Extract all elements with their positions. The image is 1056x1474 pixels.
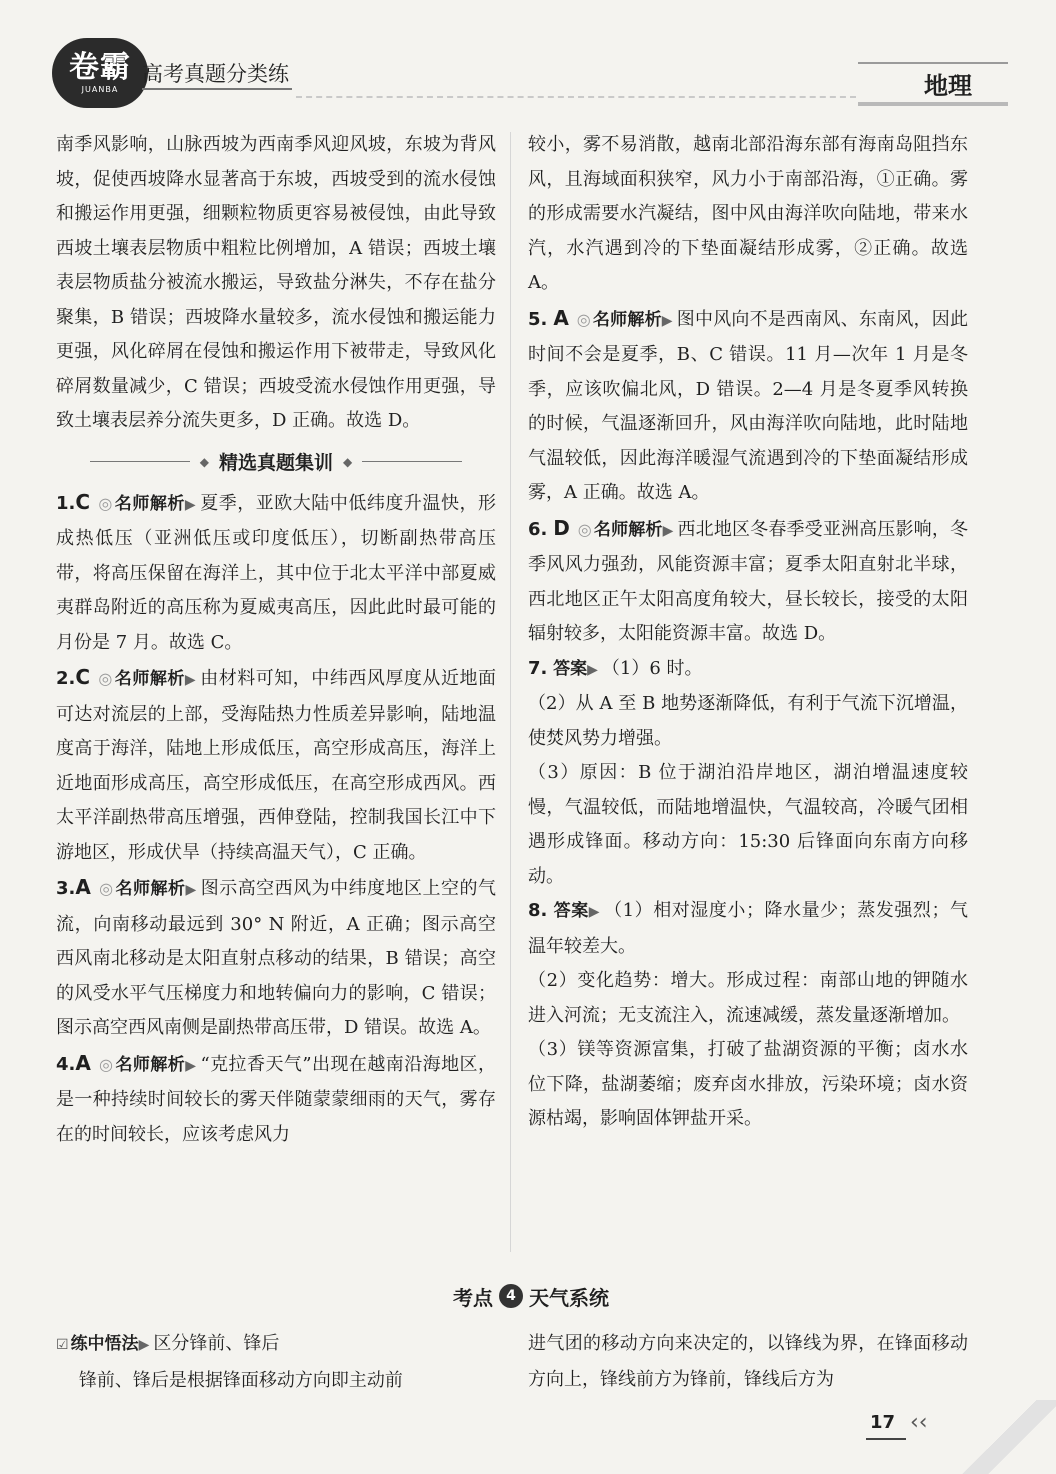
- section-banner: [56, 441, 496, 483]
- question-explanation: 由材料可知，中纬西风厚度从近地面可达对流层的上部，受海陆热力性质差异影响，陆地温度高于海洋，陆地上形成低压，高空形成高压，海洋上近地面形成高压，高空形成低压，在高空形成西风。西太平洋副热带高压增强，西伸登陆，控制我国长江中下游地区，形成伏旱（持续高温天气），C 正确。: [56, 668, 496, 863]
- arrow-right-icon: ▶: [185, 882, 197, 898]
- question-number: 8.: [528, 900, 548, 921]
- question-answer: C: [75, 665, 91, 689]
- question-5: [528, 301, 968, 511]
- analysis-icon: ◎: [99, 1054, 114, 1074]
- column-divider: [510, 132, 511, 1252]
- answer-line: （1）相对湿度小；降水量少；蒸发强烈；气温年较差大。: [528, 900, 968, 957]
- logo-sub-text: JUANBA: [81, 84, 119, 94]
- analysis-icon: ◎: [99, 879, 114, 898]
- method-label: 练中悟法: [70, 1334, 139, 1354]
- answer-line: （3）原因：B 位于湖泊沿岸地区，湖泊增温速度较慢，气温较低，而陆地增温快，气温较高，冷暖气团相遇形成锋面。移动方向：15:30 后锋面向东南方向移动。: [528, 762, 968, 887]
- analysis-icon: ◎: [577, 519, 592, 539]
- intro-paragraph: 南季风影响，山脉西坡为西南季风迎风坡，东坡为背风坡，促使西坡降水显著高于东坡，西坡受到的流水侵蚀和搬运作用更强，细颗粒物质更容易被侵蚀，由此导致西坡土壤表层物质中粗粒比例增加，A 错误；西坡土壤表层物质盐分被流水搬运，导致盐分淋失，不存在盐分聚集，B 错误；西坡降水量较多，流水侵蚀和搬运能力更强，风化碎屑在侵蚀和搬运作用下被带走，导致风化碎屑数量减少，C 错误；西坡受流水侵蚀作用更强，导致土壤表层养分流失更多，D 正确。故选 D。: [56, 134, 496, 431]
- analysis-tag: 名师解析: [114, 493, 185, 514]
- subject-tab: [858, 62, 1008, 106]
- header-dash-divider: [296, 96, 856, 98]
- question-3: [56, 870, 496, 1046]
- question-answer: A: [75, 875, 91, 899]
- page-number-underline: [866, 1438, 906, 1440]
- question-explanation: 西北地区冬春季受亚洲高压影响，冬季风风力强劲，风能资源丰富；夏季太阳直射北半球，西北地区正午太阳高度角较大，昼长较长，接受的太阳辐射较多，太阳能资源丰富。故选 D。: [528, 518, 968, 644]
- topic-header: [56, 1276, 1006, 1316]
- analysis-tag: 名师解析: [115, 879, 186, 899]
- question-explanation: 图中风向不是西南风、东南风，因此时间不会是夏季，B、C 错误。11 月—次年 1 月是冬季，应该吹偏北风，D 错误。2—4 月是冬夏季风转换的时候，气温逐渐回升，风由海洋吹向陆地，此时陆地气温较低，因此海洋暖湿气流遇到冷的下垫面凝结形成雾，A 正确。故选 A。: [528, 308, 968, 503]
- topic-prefix: 考点: [453, 1285, 493, 1310]
- arrow-right-icon: ▶: [662, 522, 674, 539]
- method-text-left-content: 锋前、锋后是根据锋面移动方向即主动前: [78, 1370, 403, 1391]
- bottom-left-column: [56, 1326, 496, 1399]
- question-number: 5.: [528, 308, 548, 330]
- banner-line-right: [362, 461, 462, 462]
- method-heading: [56, 1326, 496, 1363]
- chevron-left-icon: ‹‹: [910, 1410, 928, 1435]
- question-8: [528, 894, 968, 964]
- question-explanation: 夏季，亚欧大陆中低纬度升温快，形成热低压（亚洲低压或印度低压），切断副热带高压带，将高压保留在海洋上，其中位于北太平洋中部夏威夷群岛附近的高压称为夏威夷高压，因此此时最可能的月份是 7 月。故选 C。: [56, 492, 496, 653]
- analysis-tag: 名师解析: [115, 1054, 186, 1075]
- analysis-icon: ◎: [98, 493, 113, 513]
- answer-line: （2）变化趋势：增大。形成过程：南部山地的钾随水进入河流；无支流注入，流速减缓，蒸发量逐渐增加。: [528, 970, 968, 1026]
- question-6: [528, 511, 968, 652]
- subject-label: 地理: [924, 71, 972, 100]
- bottom-right-column: [528, 1326, 968, 1398]
- arrow-right-icon: ▶: [588, 904, 601, 920]
- answer-tag: 答案: [553, 658, 588, 679]
- page-number: 17: [870, 1412, 896, 1433]
- method-title: 区分锋前、锋后: [153, 1333, 280, 1354]
- question-number: 3.: [56, 878, 76, 899]
- analysis-tag: 名师解析: [592, 309, 662, 330]
- section-title: 精选真题集训: [218, 452, 333, 474]
- question-number: 1.: [56, 492, 76, 514]
- corner-decoration: [960, 1400, 1056, 1474]
- banner-line-left: [90, 461, 190, 462]
- analysis-tag: 名师解析: [114, 669, 185, 689]
- series-underline: [142, 88, 292, 90]
- question-answer: A: [553, 305, 569, 330]
- answer-line: （2）从 A 至 B 地势逐渐降低，有利于气流下沉增温，使焚风势力增强。: [528, 693, 968, 749]
- left-column: [56, 128, 496, 1152]
- banner-diamond-icon: ◆: [343, 454, 353, 469]
- question-answer: D: [553, 515, 570, 540]
- series-title: 高考真题分类练: [142, 62, 289, 86]
- analysis-icon: ◎: [98, 669, 113, 688]
- question-explanation: “克拉香天气”出现在越南沿海地区，是一种持续时间较长的雾天伴随蒙蒙细雨的天气，雾存在的时间较长，应该考虑风力: [56, 1053, 497, 1145]
- right-column: [528, 128, 968, 1137]
- arrow-right-icon: ▶: [661, 312, 673, 329]
- question-number: 6.: [528, 518, 548, 540]
- question-answer: A: [75, 1050, 91, 1075]
- question-2: [56, 660, 496, 870]
- arrow-right-icon: ▶: [587, 661, 598, 678]
- arrow-right-icon: ▶: [184, 496, 197, 513]
- arrow-right-icon: ▶: [185, 1057, 197, 1074]
- method-text-left: [56, 1363, 496, 1399]
- question-number: 7.: [528, 657, 548, 679]
- arrow-right-icon: ▶: [184, 672, 197, 688]
- question-explanation: 图示高空西风为中纬度地区上空的气流，向南移动最远到 30° N 附近，A 正确；图示高空西风南北移动是太阳直射点移动的结果，B 错误；高空的风受水平气压梯度力和地转偏向力的影响，C 错误；图示高空西风南侧是副热带高压带，D 错误。故选 A。: [56, 878, 496, 1038]
- arrow-right-icon: ▶: [138, 1337, 150, 1353]
- topic-title: 天气系统: [529, 1285, 609, 1310]
- analysis-tag: 名师解析: [593, 519, 663, 540]
- banner-diamond-icon: ◆: [199, 454, 209, 469]
- question-4: [56, 1046, 496, 1153]
- answer-line: （1）6 时。: [601, 657, 703, 679]
- question-4-continued: 较小，雾不易消散，越南北部沿海东部有海南岛阻挡东风，且海域面积狭窄，风力小于南部沿海，①正确。雾的形成需要水汽凝结，图中风由海洋吹向陆地，带来水汽，水汽遇到冷的下垫面凝结形成雾，②正确。故选 A。: [528, 134, 968, 293]
- question-answer: C: [75, 489, 91, 514]
- method-text-right: 进气团的移动方向来决定的，以锋线为界，在锋面移动方向上，锋线前方为锋前，锋线后方为: [528, 1333, 968, 1390]
- question-number: 4.: [56, 1053, 76, 1075]
- topic-number: 4: [499, 1284, 523, 1308]
- question-number: 2.: [56, 668, 76, 689]
- checklist-icon: ☑: [56, 1337, 69, 1353]
- brand-logo: [52, 38, 148, 108]
- answer-tag: 答案: [553, 901, 589, 921]
- question-1: [56, 485, 496, 661]
- logo-main-text: 卷霸: [69, 49, 131, 85]
- analysis-icon: ◎: [576, 309, 591, 329]
- question-7: [528, 652, 968, 688]
- answer-line: （3）镁等资源富集，打破了盐湖资源的平衡；卤水水位下降，盐湖萎缩；废弃卤水排放，污染环境；卤水资源枯竭，影响固体钾盐开采。: [528, 1039, 968, 1129]
